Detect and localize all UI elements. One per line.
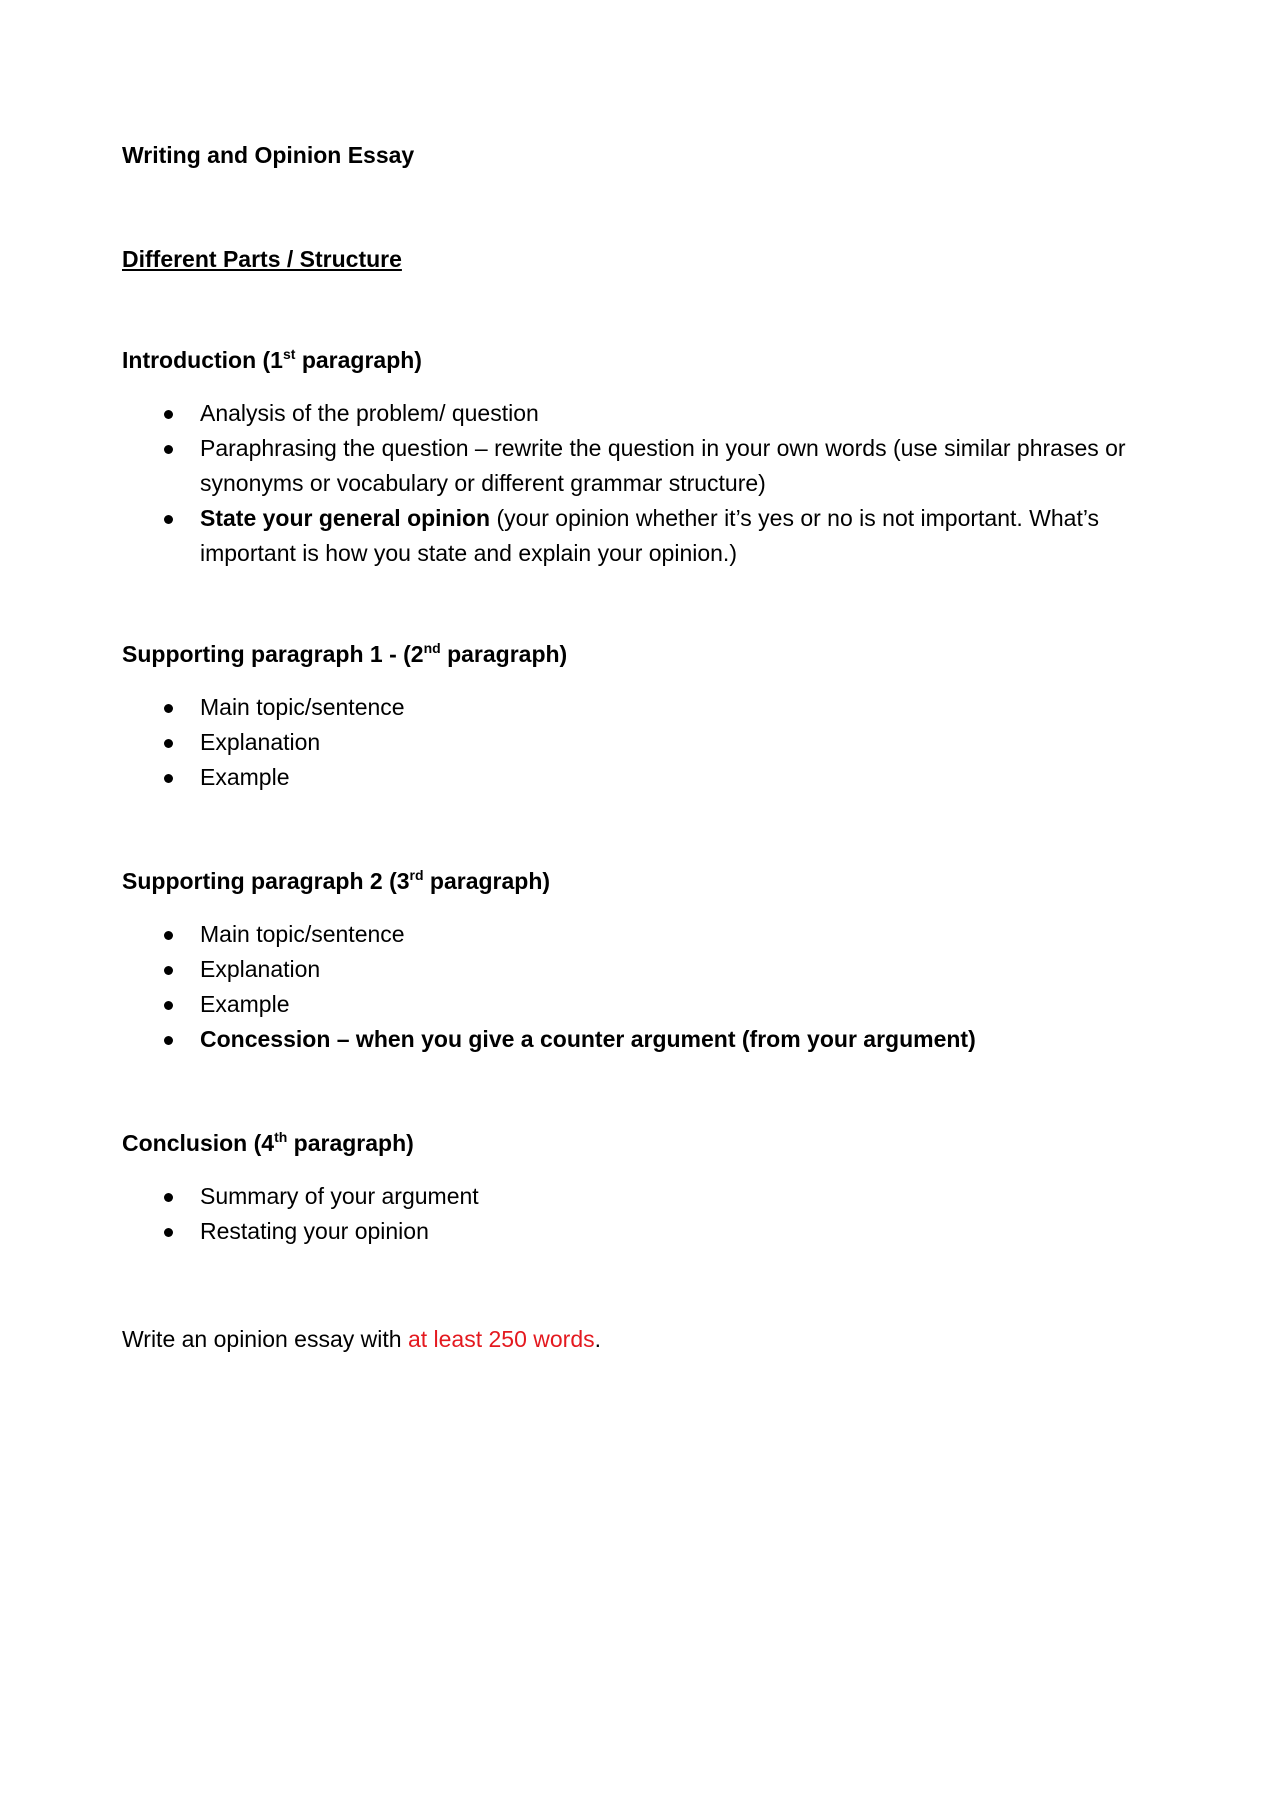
- bullet-icon: [164, 410, 173, 419]
- bullet-icon: [164, 704, 173, 713]
- bullet-icon: [164, 1228, 173, 1237]
- bullet-list: [122, 1179, 1162, 1249]
- list-item: Main topic/sentence: [122, 690, 1162, 725]
- bullet-list: [122, 917, 1162, 1057]
- list-item: Concession – when you give a counter argument (from your argument): [122, 1022, 1162, 1057]
- section-supporting-paragraph-2: [122, 864, 1162, 1057]
- bullet-icon: [164, 774, 173, 783]
- bullet-icon: [164, 966, 173, 975]
- section-heading: Conclusion (4th paragraph): [122, 1129, 414, 1156]
- list-item: Analysis of the problem/ question: [122, 396, 1162, 431]
- list-item: State your general opinion (your opinion whether it’s yes or no is not important. What’s important is how you state and explain your opinion.): [122, 501, 1162, 571]
- bullet-icon: [164, 1001, 173, 1010]
- list-item: Example: [122, 760, 1162, 795]
- bullet-icon: [164, 739, 173, 748]
- list-item: Explanation: [122, 725, 1162, 760]
- bullet-list: [122, 396, 1162, 571]
- document-subtitle: Different Parts / Structure: [122, 246, 402, 272]
- list-item: Summary of your argument: [122, 1179, 1162, 1214]
- list-item: Paraphrasing the question – rewrite the question in your own words (use similar phrases or synonyms or vocabulary or different grammar structure): [122, 431, 1162, 501]
- list-item: Restating your opinion: [122, 1214, 1162, 1249]
- bullet-icon: [164, 445, 173, 454]
- section-supporting-paragraph-1: [122, 637, 1162, 795]
- bullet-list: [122, 690, 1162, 795]
- list-item: Example: [122, 987, 1162, 1022]
- bullet-icon: [164, 931, 173, 940]
- bullet-icon: [164, 1193, 173, 1202]
- section-heading: Supporting paragraph 1 - (2nd paragraph): [122, 640, 568, 667]
- document-title: Writing and Opinion Essay: [122, 142, 415, 168]
- assignment-instruction: Write an opinion essay with at least 250 words.: [122, 1326, 602, 1352]
- bullet-icon: [164, 1036, 173, 1045]
- section-conclusion: [122, 1126, 1162, 1249]
- list-item: Main topic/sentence: [122, 917, 1162, 952]
- list-item: Explanation: [122, 952, 1162, 987]
- section-heading: Introduction (1st paragraph): [122, 346, 422, 373]
- bullet-icon: [164, 515, 173, 524]
- section-heading: Supporting paragraph 2 (3rd paragraph): [122, 867, 551, 894]
- section-introduction: [122, 343, 1162, 571]
- word-count-requirement: at least 250 words: [407, 1326, 595, 1352]
